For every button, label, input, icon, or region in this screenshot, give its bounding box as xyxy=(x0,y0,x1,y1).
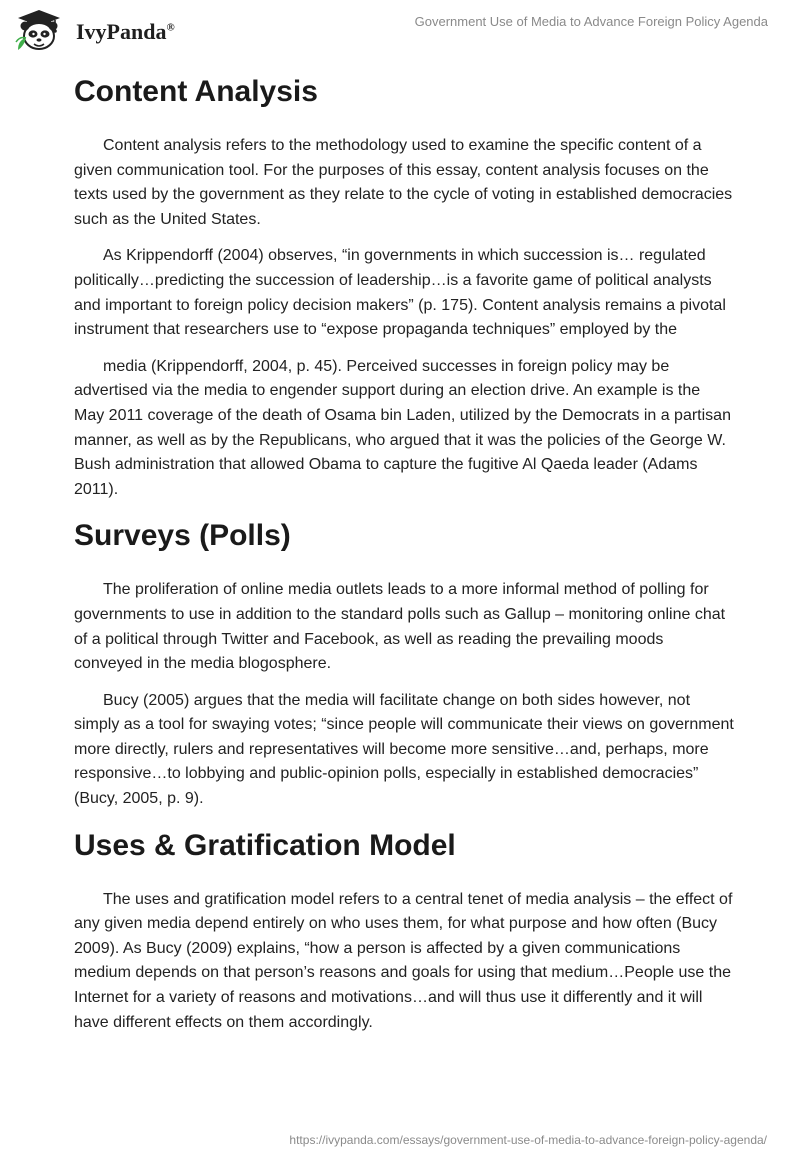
section-heading-content-analysis: Content Analysis xyxy=(74,75,318,108)
section-heading-uses-gratification: Uses & Gratification Model xyxy=(74,828,456,862)
brand-name: IvyPanda® xyxy=(76,19,175,44)
document-title: Government Use of Media to Advance Foreign Policy Agenda xyxy=(414,14,768,29)
page-header xyxy=(0,0,800,60)
paragraph: As Krippendorff (2004) observes, “in governments in which succession is… regulated politically…predicting the succession of leadership…is a favorite game of political analysts and important to foreign policy decision makers” (p. 175). Content analysis remains a pivotal instrument that researchers use to “expose propaganda techniques” employed by the xyxy=(74,247,726,339)
paragraph: The proliferation of online media outlets leads to a more informal method of polling for governments to use in addition to the standard polls such as Gallup – monitoring online chat of a political through Twitter and Facebook, as well as reading the prevailing moods conveyed in the media blogosphere. xyxy=(74,581,726,673)
ivypanda-logo[interactable] xyxy=(14,8,214,52)
source-url[interactable]: https://ivypanda.com/essays/government-use-of-media-to-advance-foreign-policy-agenda/ xyxy=(289,1133,767,1147)
paragraph: Content analysis refers to the methodology used to examine the specific content of a given communication tool. For the purposes of this essay, content analysis focuses on the texts used by the government as they relate to the cycle of voting in established democracies such as the United States. xyxy=(74,137,733,228)
essay-content xyxy=(74,72,734,1035)
paragraph: Bucy (2005) argues that the media will facilitate change on both sides however, not simply as a tool for swaying votes; “since people will communicate their views on government more directly, rulers and representatives will become more sensitive…and, perhaps, more responsive…to lobbying and public-opinion polls, especially in established democracies” (Bucy, 2005, p. 9). xyxy=(74,691,734,808)
paragraph: The uses and gratification model refers to a central tenet of media analysis – the effect of any given media depend entirely on who uses them, for what purpose and how often (Bucy 2009). As Bucy (2009) explains, “how a person is affected by a given communications medium depends on that person’s reasons and goals for using that medium…People use the Internet for a variety of reasons and motivations…and will thus use it differently and it will have different effects on them accordingly. xyxy=(74,890,733,1031)
paragraph: media (Krippendorff, 2004, p. 45). Perceived successes in foreign policy may be advertised via the media to engender support during an election drive. An example is the May 2011 coverage of the death of Osama bin Laden, utilized by the Democrats in a partisan manner, as well as by the Republicans, who argued that it was the policies of the George W. Bush administration that allowed Obama to capture the fugitive Al Qaeda leader (Adams 2011). xyxy=(74,357,731,498)
section-heading-surveys: Surveys (Polls) xyxy=(74,519,291,553)
panda-graduate-icon xyxy=(14,8,64,52)
